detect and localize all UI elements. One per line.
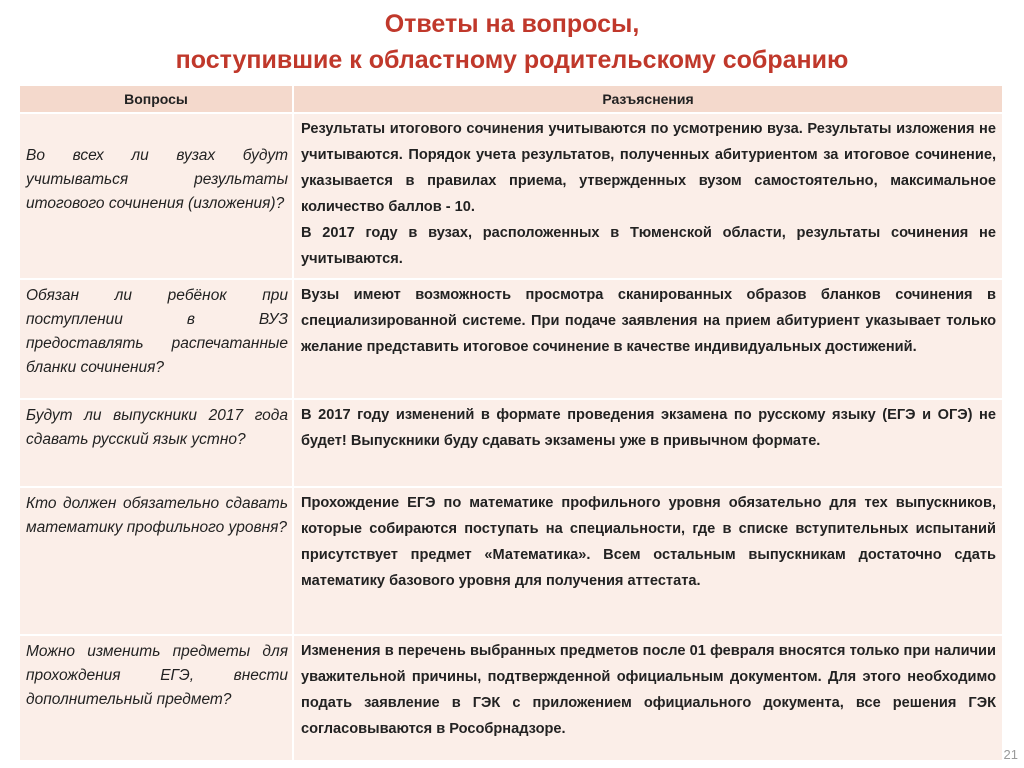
header-questions: Вопросы bbox=[20, 86, 294, 114]
header-explanations: Разъяснения bbox=[294, 86, 1004, 114]
table-row bbox=[20, 488, 1004, 636]
question-text: Будут ли выпускники 2017 года сдавать русский язык устно? bbox=[26, 407, 288, 448]
page-number: 21 bbox=[1003, 747, 1018, 762]
title-line-1: Ответы на вопросы, bbox=[384, 10, 640, 38]
table-row bbox=[20, 636, 1004, 762]
answer-cell bbox=[294, 400, 1004, 488]
slide-title bbox=[0, 6, 1024, 78]
table-row bbox=[20, 114, 1004, 280]
question-cell bbox=[20, 280, 294, 400]
title-line-2: поступившие к областному родительскому собранию bbox=[175, 46, 849, 74]
table-row bbox=[20, 400, 1004, 488]
answer-paragraph: В 2017 году изменений в формате проведения экзамена по русскому языку (ЕГЭ и ОГЭ) не будет! Выпускники буду сдавать экзамены уже в привычном формате. bbox=[301, 407, 996, 449]
question-text: Обязан ли ребёнок при поступлении в ВУЗ предоставлять распечатанные бланки сочинения? bbox=[26, 287, 288, 376]
question-cell bbox=[20, 114, 294, 280]
table-header-row bbox=[20, 86, 1004, 114]
qa-table bbox=[20, 86, 1004, 762]
question-text: Во всех ли вузах будут учитываться результаты итогового сочинения (изложения)? bbox=[26, 147, 288, 212]
answer-cell bbox=[294, 280, 1004, 400]
table-row bbox=[20, 280, 1004, 400]
answer-cell bbox=[294, 488, 1004, 636]
answer-paragraph: Прохождение ЕГЭ по математике профильного уровня обязательно для тех выпускников, которые собираются поступать на специальности, где в списке вступительных испытаний присутствует предмет «Математика». Всем остальным выпускникам достаточно сдать математику базового уровня для получения аттестата. bbox=[301, 495, 996, 589]
question-cell bbox=[20, 400, 294, 488]
answer-cell bbox=[294, 114, 1004, 280]
answer-paragraph: В 2017 году в вузах, расположенных в Тюменской области, результаты сочинения не учитываются. bbox=[301, 225, 996, 267]
question-cell bbox=[20, 636, 294, 762]
answer-cell bbox=[294, 636, 1004, 762]
answer-paragraph: Вузы имеют возможность просмотра сканированных образов бланков сочинения в специализированной системе. При подаче заявления на прием абитуриент указывает только желание представить итоговое сочинение в качестве индивидуальных достижений. bbox=[301, 287, 996, 355]
answer-paragraph: Изменения в перечень выбранных предметов после 01 февраля вносятся только при наличии уважительной причины, подтвержденной официальным документом. Для этого необходимо подать заявление в ГЭК с приложением официального документа, все решения ГЭК согласовываются в Рособрнадзоре. bbox=[301, 643, 996, 737]
question-text: Можно изменить предметы для прохождения ЕГЭ, внести дополнительный предмет? bbox=[26, 643, 288, 708]
question-cell bbox=[20, 488, 294, 636]
question-text: Кто должен обязательно сдавать математику профильного уровня? bbox=[26, 495, 288, 536]
answer-paragraph: Результаты итогового сочинения учитываются по усмотрению вуза. Результаты изложения не учитываются. Порядок учета результатов, полученных абитуриентом за итоговое сочинение, указывается в правилах приема, утвержденных вузом самостоятельно, максимальное количество баллов - 10. bbox=[301, 121, 996, 215]
